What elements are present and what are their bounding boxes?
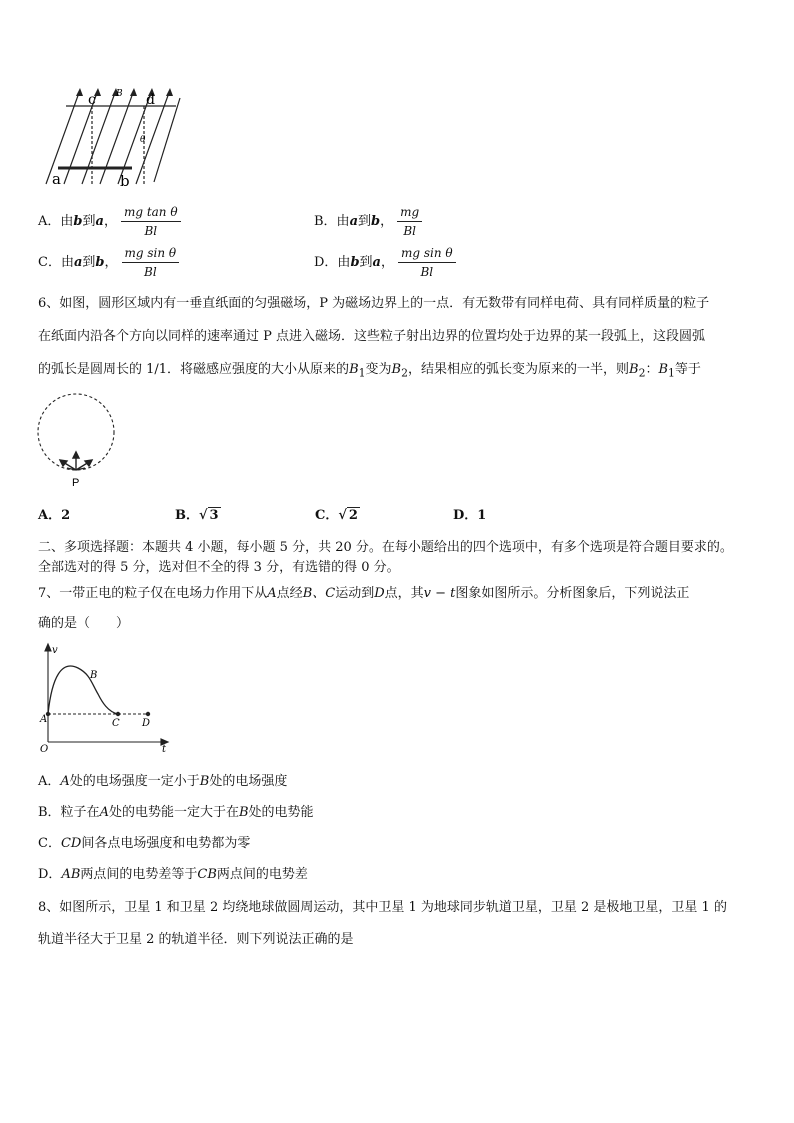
q5-a-fraction: $\frac{\text{mg tan θ}}{Bl}$ [121,204,181,239]
q5-figure [36,84,186,190]
q6-line-2: 在纸面内沿各个方向以同样的速率通过 P 点进入磁场．这些粒子射出边界的位置均处于边界的某一段弧上，这段圆弧 [38,329,706,344]
q5-b-fraction: $\frac{mg}{Bl}$ [397,204,422,239]
fig5-label-theta: θ [140,135,146,145]
q8-line-2: 轨道半径大于卫星 2 的轨道半径．则下列说法正确的是 [38,932,354,947]
q7-graph-A-label: A [40,714,48,725]
q7-option-b: B．粒子在A处的电势能一定大于在B处的电势能 [38,805,314,820]
q6-option-b: B．√ 3 [175,508,219,523]
q5-option-b: B．由a到b， $\frac{mg}{Bl}$ [314,204,422,239]
q7-line-2: 确的是（ ） [38,616,130,631]
q7-graph-O-label: O [40,744,49,754]
q7-option-a: A．A处的电场强度一定小于B处的电场强度 [38,774,288,789]
q6-option-c: C．√ 2 [315,508,358,523]
fig5-label-d: d [146,92,155,108]
fig5-label-b: b [120,172,130,190]
q7-graph-v-label: v [52,645,58,656]
q7-option-d: D．AB两点间的电势差等于CB两点间的电势差 [38,867,308,882]
fig5-label-B: B [116,89,123,99]
q7-graph-t-label: t [162,744,167,754]
q6-option-a: A．2 [38,508,71,523]
q7-graph-D-label: D [142,718,151,729]
q6-line-3: 的弧长是圆周长的 1/1．将磁感应强度的大小从原来的$B_1$变为$B_2$，结果相应的弧长变为原来的一半，则$B_2$：$B_1$等于 [38,362,701,380]
q6-option-d: D．1 [453,508,487,523]
section2-scoring: 全部选对的得 5 分，选对但不全的得 3 分，有选错的得 0 分。 [38,560,400,575]
section2-heading: 二、多项选择题：本题共 4 小题，每小题 5 分，共 20 分。在每小题给出的四个选项中，有多个选项是符合题目要求的。 [38,540,733,555]
q6-figure [34,390,124,490]
q5-option-a: A．由b到a， $\frac{\text{mg tan θ}}{Bl}$ [38,204,181,239]
q6-line-1: 6、如图，圆形区域内有一垂直纸面的匀强磁场，P 为磁场边界上的一点．有无数带有同样电荷、具有同样质量的粒子 [38,296,710,311]
q8-line-1: 8、如图所示，卫星 1 和卫星 2 均绕地球做圆周运动，其中卫星 1 为地球同步轨道卫星，卫星 2 是极地卫星，卫星 1 的 [38,900,727,915]
fig5-label-a: a [52,170,61,188]
q7-vt-graph [36,642,176,754]
q5-option-d: D．由b到a， $\frac{\text{mg sin θ}}{Bl}$ [314,245,456,280]
q5-d-fraction: $\frac{\text{mg sin θ}}{Bl}$ [398,245,456,280]
q5-c-fraction: $\frac{\text{mg sin θ}}{Bl}$ [122,245,180,280]
fig5-label-c: c [88,92,96,108]
q7-option-c: C．CD间各点电场强度和电势都为零 [38,836,251,851]
q7-graph-B-label: B [90,670,98,681]
q7-line-1: 7、一带正电的粒子仅在电场力作用下从A点经B、C运动到D点，其v − t图象如图所示。分析图象后，下列说法正 [38,586,690,601]
q6-figure-P-label: P [72,477,80,489]
q7-graph-C-label: C [112,718,120,729]
q5-option-c: C．由a到b， $\frac{\text{mg sin θ}}{Bl}$ [38,245,179,280]
